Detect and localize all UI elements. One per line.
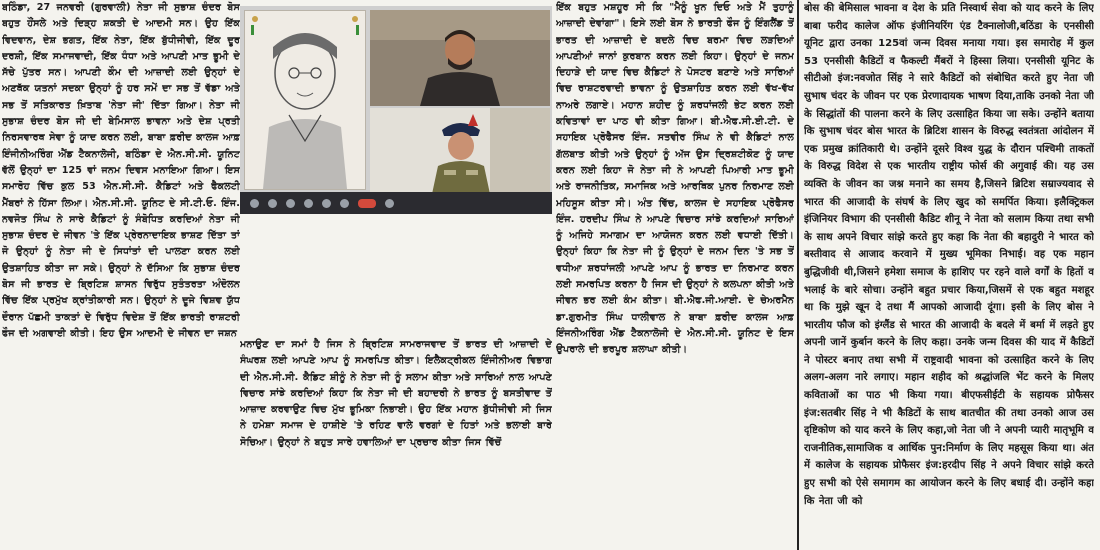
camera-icon — [268, 199, 277, 208]
people-icon — [304, 199, 313, 208]
column-divider — [797, 0, 799, 550]
video-call-toolbar — [240, 192, 552, 214]
settings-icon — [385, 199, 394, 208]
speaker-video-tile — [370, 10, 550, 106]
hindi-body: बोस की बेमिसाल भावना व देश के प्रति निस्वार्थ सेवा को याद करने के लिए बाबा फरीद कालेज ऑफ इंजीनियरिंग एंड टैक्नालोजी,बठिंडा के एनसीसी यूनिट द्वारा उनका 125वां जन्म दिवस मनाया गया। इस समारोह में कुल 53 एनसीसी कैडिटों व फैकल्टी मैंबरों ने हिस्सा लिया। एनसीसी यूनिट के सीटीओ इंज:नवजोत सिंह ने सारे कैडिटों को संबोधित करते हुए नेता जी सुभाष चंदर के जीवन पर एक प्रेरणादायक भाषण दिया,ताकि उनको नेता जी के सिद्धांतों की पालना करने के लिए उत्साहित किया जा सके। उन्होंने बताया कि सुभाष चंदर बोस भारत के ब्रिटिश शासन के विरुद्ध स्वतंत्रता आंदोलन में एक प्रमुख क्रांतिकारी थे। उन्होंने दूसरे विश्व युद्ध के दौरान पश्चिमी ताकतों के विरुद्ध विदेश से एक भारतीय राष्ट्रीय फोर्स की अगुवाई की। यह उस व्यक्ति के जीवन का जश्न मनाने का समय है,जिसने ब्रिटिश सम्राज्यवाद से भारत की आजादी के संघर्ष के लिए खुद को समर्पित किया। इलैक्ट्रिकल इंजिनियर विभाग की एनसीसी कैडिट शीनू ने नेता को सलाम किया तथा सभी के साथ अपने विचार सांझे करते हुए कहा कि नेता की बहादुरी ने भारत को बस्तीवाद से आजाद करवाने में मुख्य भूमिका निभाई। वह एक महान बुद्धिजीवी थी,जिसने हमेशा समाज के हाशिए पर रहने वाले वर्गों के हितों व भलाई के बारे सोचा। उन्होंने बहुत प्रचार किया,जिसमें से एक बहुत मशहूर था कि मुझे खून दे तथा मैं आपको आजादी दूंगा। इसी के लिए बोस ने भारतीय फौज को इंग्लैंड से भारत की आजादी के बदले में बर्मा में लड़ते हुए अपनी जानें कुर्बान करने के लिए कहा। उनके जन्म दिवस की याद में कैडिटों ने पोस्टर बनाए तथा सभी में राष्ट्रवादी भावना को उत्साहित करने के लिए अलग-अलग नारे लगाए। महान शहीद को श्रद्धांजलि भेंट करने के मिलए कविताओं का पाठ भी किया गया। बीएफसीईटी के सहायक प्रोफैसर इंज:सतबीर सिंह ने भी कैडिटों के साथ बातचीत की तथा उनको आज उस दृष्टिकोण को याद करने के लिए कहा,जो नेता जी ने अपनी प्यारी मातृभूमि व राजनीतिक,सामाजिक व आर्थिक पुन:निर्माण के लिए महसूस किया था। अंत में कालेज के सहायक प्रोफैसर इंज:हरदीप सिंह ने अपने विचार सांझे करते हुए सभी को ऐसे समागम का आयोजन करने के लिए बधाई दी। उन्होंने कहा कि नेता जी को — [804, 3, 1094, 507]
chat-icon — [322, 199, 331, 208]
end-call-icon — [358, 199, 376, 208]
punjabi-column-1 — [2, 0, 240, 548]
cadet-video-tile — [370, 108, 550, 194]
punjabi-body-2: ਮਨਾਉਣ ਦਾ ਸਮਾਂ ਹੈ ਜਿਸ ਨੇ ਬ੍ਰਿਟਿਸ਼ ਸਾਮਰਾਜਵਾਦ ਤੋਂ ਭਾਰਤ ਦੀ ਆਜ਼ਾਦੀ ਦੇ ਸੰਘਰਸ਼ ਲਈ ਆਪਣੇ ਆਪ ਨੂੰ ਸਮਰਪਿਤ ਕੀਤਾ। ਇਲੈਕਟ੍ਰੀਕਲ ਇੰਜੀਨੀਅਰ ਵਿਭਾਗ ਦੀ ਐਨ.ਸੀ.ਸੀ. ਕੈਡਿਟ ਸ਼ੀਨੂੰ ਨੇ ਨੇਤਾ ਜੀ ਨੂੰ ਸਲਾਮ ਕੀਤਾ ਅਤੇ ਸਾਰਿਆਂ ਨਾਲ ਆਪਣੇ ਵਿਚਾਰ ਸਾਂਝੇ ਕਰਦਿਆਂ ਕਿਹਾ ਕਿ ਨੇਤਾ ਜੀ ਦੀ ਬਹਾਦਰੀ ਨੇ ਭਾਰਤ ਨੂੰ ਬਸਤੀਵਾਦ ਤੋਂ ਆਜ਼ਾਦ ਕਰਵਾਉਣ ਵਿਚ ਮੁੱਖ ਭੂਮਿਕਾ ਨਿਭਾਈ। ਉਹ ਇੱਕ ਮਹਾਨ ਬੁੱਧੀਜੀਵੀ ਸੀ ਜਿਸ ਨੇ ਹਮੇਸ਼ਾ ਸਮਾਜ ਦੇ ਹਾਸ਼ੀਏ 'ਤੇ ਰਹਿਣ ਵਾਲੇ ਵਰਗਾਂ ਦੇ ਹਿਤਾਂ ਅਤੇ ਭਲਾਈ ਬਾਰੇ ਸੋਚਿਆ। ਉਨ੍ਹਾਂ ਨੇ ਬਹੁਤ ਸਾਰੇ ਹਵਾਲਿਆਂ ਦਾ ਪ੍ਰਚਾਰ ਕੀਤਾ ਜਿਸ ਵਿੱਚੋਂ — [240, 339, 552, 448]
netaji-sketch-image — [244, 10, 366, 190]
punjabi-column-2 — [240, 337, 552, 550]
punjabi-body-1: ਨੇਤਾ ਜੀ ਸੁਭਾਸ਼ ਚੰਦਰ ਬੋਸ ਬਹੁਤ ਹੌਂਸਲੇ ਅਤੇ ਦਿੜ੍ਹ ਸ਼ਕਤੀ ਦੇ ਆਦਮੀ ਸਨ। ਉਹ ਇੱਕ ਵਿਦਵਾਨ, ਦੇਸ਼ ਭਗਤ, ਇੱਕ ਨੇਤਾ, ਇੱਕ ਬੁੱਧੀਜੀਵੀ, ਇੱਕ ਦੂਰ ਦਰਸ਼ੀ, ਇੱਕ ਸਮਾਜਵਾਦੀ, ਇੱਕ ਧੰਧਾ ਅਤੇ ਆਪਣੀ ਮਾਤ ਭੂਮੀ ਦੇ ਸੱਚੇ ਪੁੱਤਰ ਸਨ। ਆਪਣੀ ਕੌਮ ਦੀ ਆਜ਼ਾਦੀ ਲਈ ਉਨ੍ਹਾਂ ਦੇ ਅਣਥੱਕ ਯਤਨਾਂ ਸਦਕਾ ਉਨ੍ਹਾਂ ਨੂੰ ਹਰ ਸਮੇਂ ਦਾ ਸਭ ਤੋਂ ਵੱਡਾ ਅਤੇ ਸਭ ਤੋਂ ਸਤਿਕਾਰਤ ਖ਼ਿਤਾਬ 'ਨੇਤਾ ਜੀ' ਦਿੱਤਾ ਗਿਆ। ਨੇਤਾ ਜੀ ਸੁਭਾਸ਼ ਚੰਦਰ ਬੋਸ ਜੀ ਦੀ ਬੇਮਿਸਾਲ ਭਾਵਨਾ ਅਤੇ ਦੇਸ਼ ਪ੍ਰਤੀ ਨਿਰਸਵਾਰਥ ਸੇਵਾ ਨੂੰ ਯਾਦ ਕਰਨ ਲਈ, ਬਾਬਾ ਫ਼ਰੀਦ ਕਾਲਜ ਆਫ਼ ਇੰਜੀਨੀਅਰਿੰਗ ਐਂਡ ਟੈਕਨਾਲੋਜੀ, ਬਠਿੰਡਾ ਦੇ ਐਨ.ਸੀ.ਸੀ. ਯੂਨਿਟ ਵੱਲੋਂ ਉਨ੍ਹਾਂ ਦਾ 125 ਵਾਂ ਜਨਮ ਦਿਵਸ ਮਨਾਇਆ ਗਿਆ। ਇਸ ਸਮਾਰੋਹ ਵਿੱਚ ਕੁਲ 53 ਐਨ.ਸੀ.ਸੀ. ਕੈਡਿਟਾਂ ਅਤੇ ਫੈਕਲਟੀ ਮੈਂਬਰਾਂ ਨੇ ਹਿੱਸਾ ਲਿਆ। ਐਨ.ਸੀ.ਸੀ. ਯੂਨਿਟ ਦੇ ਸੀ.ਟੀ.ਓ. ਇੰਜ. ਨਵਜੋਤ ਸਿੰਘ ਨੇ ਸਾਰੇ ਕੈਡਿਟਾਂ ਨੂੰ ਸੰਬੋਧਿਤ ਕਰਦਿਆਂ ਨੇਤਾ ਜੀ ਸੁਭਾਸ਼ ਚੰਦਰ ਦੇ ਜੀਵਨ 'ਤੇ ਇੱਕ ਪ੍ਰੇਰਨਾਦਾਇਕ ਭਾਸ਼ਣ ਦਿੱਤਾ ਤਾਂ ਜੋ ਉਨ੍ਹਾਂ ਨੂੰ ਨੇਤਾ ਜੀ ਦੇ ਸਿਧਾਂਤਾਂ ਦੀ ਪਾਲਣਾ ਕਰਨ ਲਈ ਉਤਸ਼ਾਹਿਤ ਕੀਤਾ ਜਾ ਸਕੇ। ਉਨ੍ਹਾਂ ਨੇ ਦੱਸਿਆ ਕਿ ਸੁਭਾਸ਼ ਚੰਦਰ ਬੋਸ ਜੀ ਭਾਰਤ ਦੇ ਬ੍ਰਿਟਿਸ਼ ਸ਼ਾਸਨ ਵਿਰੁੱਧ ਸੁਤੰਤਰਤਾ ਅੰਦੋਲਨ ਵਿੱਚ ਇੱਕ ਪ੍ਰਮੁੱਖ ਕ੍ਰਾਂਤੀਕਾਰੀ ਸਨ। ਉਨ੍ਹਾਂ ਨੇ ਦੂਜੇ ਵਿਸ਼ਵ ਯੁੱਧ ਦੌਰਾਨ ਪੱਛਮੀ ਤਾਕਤਾਂ ਦੇ ਵਿਰੁੱਧ ਵਿਦੇਸ਼ ਤੋਂ ਇੱਕ ਭਾਰਤੀ ਰਾਸ਼ਟਰੀ ਫੌਜ ਦੀ ਅਗਵਾਈ ਕੀਤੀ। ਇਹ ਉਸ ਆਦਮੀ ਦੇ ਜੀਵਨ ਦਾ ਜਸ਼ਨ — [2, 2, 240, 339]
punjabi-column-3 — [556, 0, 794, 392]
dateline: ਬਠਿੰਡਾ, 27 ਜਨਵਰੀ (ਗੁਰਵਾਲੀ) — [2, 2, 131, 13]
mic-icon — [250, 199, 259, 208]
share-icon — [286, 199, 295, 208]
more-icon — [340, 199, 349, 208]
punjabi-body-3: ਇੱਕ ਬਹੁਤ ਮਸ਼ਹੂਰ ਸੀ ਕਿ "ਮੈਨੂੰ ਖੂਨ ਦਿਓ ਅਤੇ ਮੈਂ ਤੁਹਾਨੂੰ ਆਜ਼ਾਦੀ ਦੇਵਾਂਗਾ"। ਇਸੇ ਲਈ ਬੋਸ ਨੇ ਭਾਰਤੀ ਫੌਜ ਨੂੰ ਇੰਗਲੈਂਡ ਤੋਂ ਭਾਰਤ ਦੀ ਆਜ਼ਾਦੀ ਦੇ ਬਦਲੇ ਵਿਚ ਬਰਮਾ ਵਿਚ ਲੜਦਿਆਂ ਆਪਣੀਆਂ ਜਾਨਾਂ ਕੁਰਬਾਨ ਕਰਨ ਲਈ ਕਿਹਾ। ਉਨ੍ਹਾਂ ਦੇ ਜਨਮ ਦਿਹਾੜੇ ਦੀ ਯਾਦ ਵਿਚ ਕੈਡਿਟਾਂ ਨੇ ਪੋਸਟਰ ਬਣਾਏ ਅਤੇ ਸਾਰਿਆਂ ਵਿਚ ਰਾਸ਼ਟਰਵਾਦੀ ਭਾਵਨਾ ਨੂੰ ਉਤਸ਼ਾਹਿਤ ਕਰਨ ਲਈ ਵੱਖ-ਵੱਖ ਨਾਅਰੇ ਲਗਾਏ। ਮਹਾਨ ਸ਼ਹੀਦ ਨੂੰ ਸ਼ਰਧਾਂਜਲੀ ਭੇਟ ਕਰਨ ਲਈ ਕਵਿਤਾਵਾਂ ਦਾ ਪਾਠ ਵੀ ਕੀਤਾ ਗਿਆ। ਬੀ.ਐਫ.ਸੀ.ਈ.ਟੀ. ਦੇ ਸਹਾਇਕ ਪ੍ਰੋਫੈਸਰ ਇੰਜ. ਸਤਵੀਰ ਸਿੰਘ ਨੇ ਵੀ ਕੈਡਿਟਾਂ ਨਾਲ ਗੱਲਬਾਤ ਕੀਤੀ ਅਤੇ ਉਨ੍ਹਾਂ ਨੂੰ ਅੱਜ ਉਸ ਦ੍ਰਿਸ਼ਟੀਕੋਣ ਨੂੰ ਯਾਦ ਕਰਨ ਲਈ ਕਿਹਾ ਜੋ ਨੇਤਾ ਜੀ ਨੇ ਆਪਣੀ ਪਿਆਰੀ ਮਾਤ ਭੂਮੀ ਅਤੇ ਰਾਜਨੀਤਿਕ, ਸਮਾਜਿਕ ਅਤੇ ਆਰਥਿਕ ਪੁਨਰ ਨਿਰਮਾਣ ਲਈ ਮਹਿਸੂਸ ਕੀਤਾ ਸੀ। ਅੰਤ ਵਿੱਚ, ਕਾਲਜ ਦੇ ਸਹਾਇਕ ਪ੍ਰੋਫੈਸਰ ਇੰਜ. ਹਰਦੀਪ ਸਿੰਘ ਨੇ ਆਪਣੇ ਵਿਚਾਰ ਸਾਂਝੇ ਕਰਦਿਆਂ ਸਾਰਿਆਂ ਨੂੰ ਅਜਿਹੇ ਸਮਾਗਮ ਦਾ ਆਯੋਜਨ ਕਰਨ ਲਈ ਵਧਾਈ ਦਿੱਤੀ। ਉਨ੍ਹਾਂ ਕਿਹਾ ਕਿ ਨੇਤਾ ਜੀ ਨੂੰ ਉਨ੍ਹਾਂ ਦੇ ਜਨਮ ਦਿਨ 'ਤੇ ਸਭ ਤੋਂ ਵਧੀਆ ਸ਼ਰਧਾਂਜਲੀ ਆਪਣੇ ਆਪ ਨੂੰ ਭਾਰਤ ਦਾ ਨਿਰਮਾਣ ਕਰਨ ਲਈ ਸਮਰਪਿਤ ਕਰਨਾ ਹੈ ਜਿਸ ਦੀ ਉਨ੍ਹਾਂ ਨੇ ਕਲਪਨਾ ਕੀਤੀ ਅਤੇ ਜੀਵਨ ਭਰ ਲਈ ਕੰਮ ਕੀਤਾ। ਬੀ.ਐਫ.ਜੀ.ਆਈ. ਦੇ ਚੇਅਰਮੈਨ ਡਾ.ਗੁਰਮੀਤ ਸਿੰਘ ਧਾਲੀਵਾਲ ਨੇ ਬਾਬਾ ਫ਼ਰੀਦ ਕਾਲਜ ਆਫ਼ ਇੰਜਨੀਅਰਿੰਗ ਐਂਡ ਟੈਕਨਾਲੋਜੀ ਦੇ ਐਨ.ਸੀ.ਸੀ. ਯੂਨਿਟ ਦੇ ਇਸ ਉਪਰਾਲੇ ਦੀ ਭਰਪੂਰ ਸ਼ਲਾਘਾ ਕੀਤੀ। — [556, 2, 794, 356]
news-photo — [240, 6, 552, 214]
hindi-column — [804, 0, 1094, 550]
